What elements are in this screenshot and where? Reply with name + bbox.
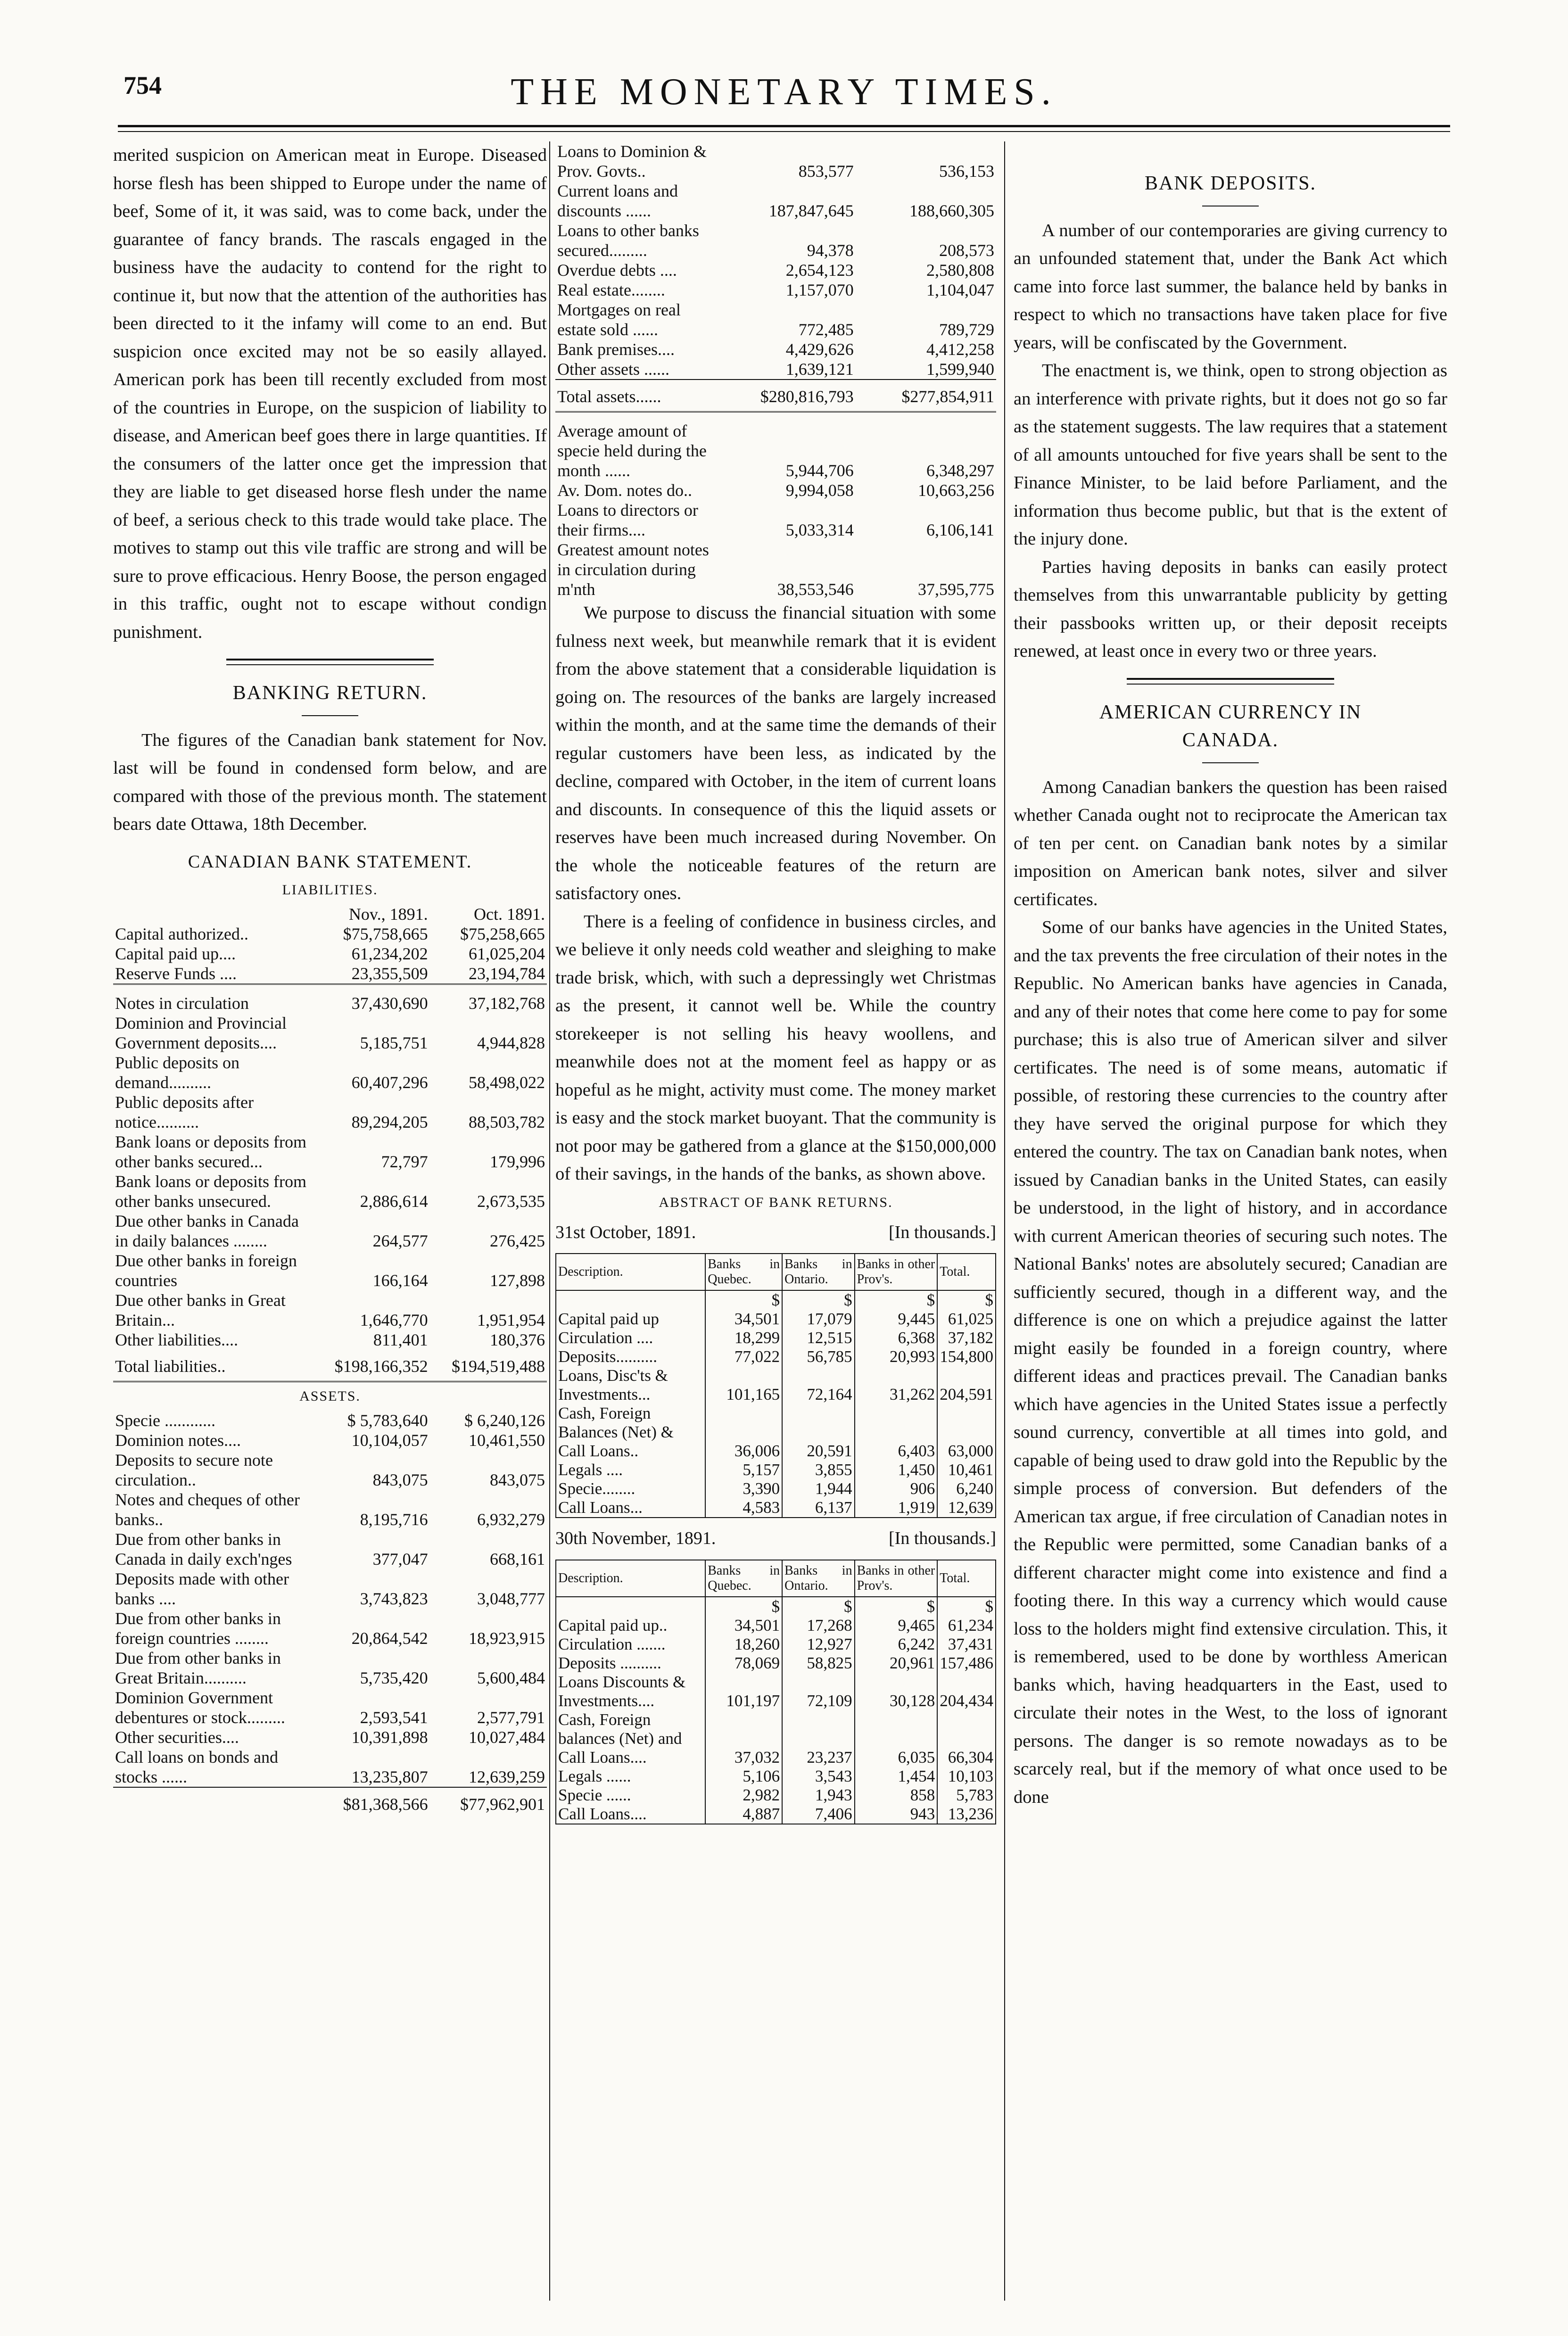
table-row: Overdue debts .... 2,654,123 2,580,808 bbox=[557, 261, 994, 280]
deposits-paragraph: The enactment is, we think, open to strong objection as an interference with private rights, but it does not go so far as the statement suggests. The law requires that a statement of all amounts untouched for five years shall be sent to the Finance Minister, to be laid before Parliament, and the information thus become public, but that is the extent of the injury done. bbox=[1014, 361, 1447, 549]
table-row: Real estate........ 1,157,070 1,104,047 bbox=[557, 281, 994, 299]
table-row: Dominion and Provincial Government deposits.... 5,185,751 4,944,828 bbox=[115, 1014, 545, 1052]
table-row: Call Loans... 4,583 6,137 1,919 12,639 bbox=[556, 1498, 996, 1518]
table-row: Dominion Government debentures or stock......... 2,593,541 2,577,791 bbox=[115, 1688, 545, 1727]
table-row: Other securities.... 10,391,898 10,027,484 bbox=[115, 1728, 545, 1747]
currency-heading-line2: CANADA. bbox=[1182, 729, 1279, 751]
table-row: Due from other banks in foreign countries ........ 20,864,542 18,923,915 bbox=[115, 1609, 545, 1648]
table-row: Capital paid up.... 61,234,202 61,025,204 bbox=[115, 944, 545, 963]
abstract-oct-unit: [In thousands.] bbox=[889, 1222, 996, 1242]
table-row: Loans to Dominion & Prov. Govts.. 853,577 536,153 bbox=[557, 142, 994, 181]
abstract-nov-title bbox=[555, 1525, 996, 1553]
table-row: Deposits to secure note circulation.. 843,075 843,075 bbox=[115, 1451, 545, 1489]
table-row: Legals .... 5,157 3,855 1,450 10,461 bbox=[556, 1461, 996, 1479]
abstract-oct-title bbox=[555, 1219, 996, 1247]
column-3 bbox=[1014, 141, 1447, 1811]
liabilities-table bbox=[113, 904, 547, 1382]
assets-continued-table bbox=[555, 141, 996, 599]
banking-return-text: The figures of the Canadian bank statement for Nov. last will be found in condensed form below, and are compared with those of the previous month. The statement bears date Ottawa, 18th December. bbox=[113, 730, 547, 834]
deposits-paragraph: Parties having deposits in banks can easily protect themselves from this unwarrantable publicity by getting their passbooks written up, or their deposit receipts renewed, at least once in every two or three years. bbox=[1014, 557, 1447, 661]
discussion-paragraph: We purpose to discuss the financial situation with some fulness next week, but meanwhile remark that it is evident from the above statement that a considerable liquidation is going on. The resources of the banks are largely increased within the month, and at the same time the demands of their regular customers have been less, as indicated by the decline, compared with October, in the item of current loans and discounts. In consequence of this the liquid assets or reserves have been much increased during November. On the whole the noticeable features of the return are satisfactory ones. bbox=[555, 603, 996, 903]
abstract-heading: ABSTRACT OF BANK RETURNS. bbox=[659, 1194, 893, 1210]
table-row: Loans Discounts & Investments.... 101,197 72,109 30,128 204,434 bbox=[556, 1673, 996, 1710]
abstract-nov-unit: [In thousands.] bbox=[889, 1528, 996, 1548]
table-row: Due other banks in foreign countries 166,164 127,898 bbox=[115, 1251, 545, 1290]
currency-paragraph: Some of our banks have agencies in the United States, and the tax prevents the free circulation of their notes in the Republic. No American banks have agencies in Canada, and any of their notes that come here come to pay for some purchase; this is also true of American silver and silver certificates. The need is of some means, automatic if possible, of restoring these currencies to the country after they have served the original purpose for which they entered the country. The tax on Canadian bank notes, when issued by Canadian banks in the United States, can easily be understood, in the light of history, and in accordance with current American theories of securing such notes. The National Banks' notes are absolutely secured; Canadian are sufficiently secured, though in a different way, and the difference is one on which a prejudice against the latter might easily be founded in a foreign country, where different ideas and practices prevail. The Canadian banks which have agencies in the United States issue a perfectly sound currency, convertible at all times into gold, and capable of being used to draw gold into the Republic by the simple process of conversion. But defenders of the American tax argue, if free circulation of Canadian notes in the Republic were permitted, some Canadian banks of a different character might come into existence and find a footing there. In this way a currency which would cause loss to the holders might find extensive circulation. This, it is remembered, used to be done by worthless American banks which, having headquarters in the East, used to circulate their notes in the West, to the loss of ignorant persons. The danger is so remote nowadays as to be scarcely real, but if the memory of what once used to be done bbox=[1014, 917, 1447, 1807]
liabilities-heading: LIABILITIES. bbox=[282, 882, 378, 898]
table-row: Dominion notes.... 10,104,057 10,461,550 bbox=[115, 1431, 545, 1450]
table-row: Average amount of specie held during the month ...... 5,944,706 6,348,297 bbox=[557, 421, 994, 480]
table-row: Loans, Disc'ts & Investments... 101,165 72,164 31,262 204,591 bbox=[556, 1366, 996, 1404]
abstract-oct-table: Description. Banks in Quebec. Banks in Ontario. Banks in other Prov's. Total. $ $ $ $ Capital paid up 34,501 17,079 9,445 61,025 Circulation .... 18,299 12,515 6,368 37,182 Deposits.......... 77,022 56,785 20,993 154,800 Loans, Disc'ts & Investments... 101,165 72,164 31,262 204,591 Cash, Foreign Balances (Net) & Call Loans.. 36,006 20,591 6,403 63,000 Legals .... 5,157 3,855 1,450 10,461 Specie........ 3,390 1,944 906 6,240 Call Loans... 4,583 6,137 1,919 12,639 bbox=[555, 1253, 996, 1518]
table-row: Call Loans.... 4,887 7,406 943 13,236 bbox=[556, 1805, 996, 1824]
banking-return-heading: BANKING RETURN. bbox=[232, 682, 428, 704]
table-row: Cash, Foreign Balances (Net) & Call Loans.. 36,006 20,591 6,403 63,000 bbox=[556, 1404, 996, 1461]
table-row: Bank loans or deposits from other banks unsecured. 2,886,614 2,673,535 bbox=[115, 1172, 545, 1211]
masthead-rule-thin bbox=[118, 131, 1450, 132]
column-header-nov: Nov., 1891. bbox=[348, 905, 428, 924]
column-1 bbox=[113, 141, 547, 1819]
bank-statement-heading: CANADIAN BANK STATEMENT. bbox=[188, 851, 472, 872]
table-row: Legals ...... 5,106 3,543 1,454 10,103 bbox=[556, 1767, 996, 1786]
table-row: Current loans and discounts ...... 187,847,645 188,660,305 bbox=[557, 182, 994, 220]
table-row: Notes in circulation 37,430,690 37,182,768 bbox=[115, 994, 545, 1013]
table-row: Circulation ....... 18,260 12,927 6,242 37,431 bbox=[556, 1635, 996, 1654]
section-rule bbox=[1127, 678, 1334, 685]
currency-heading: AMERICAN CURRENCY IN bbox=[1099, 701, 1362, 723]
table-row: Due from other banks in Canada in daily exch'nges 377,047 668,161 bbox=[115, 1530, 545, 1568]
table-row: Cash, Foreign balances (Net) and Call Loans.... 37,032 23,237 6,035 66,304 bbox=[556, 1710, 996, 1767]
column-divider bbox=[1004, 141, 1005, 2301]
article-meat-continued: merited suspicion on American meat in Europe. Diseased horse flesh has been shipped to Europe under the name of beef, Some of it, it was said, was to come back, under the guarantee of fancy brands. The rascals engaged in the business have the audacity to contend for the right to continue it, but now that the attention of the authorities has been directed to it the infamy will come to an end. But suspicion once excited may not be so easily allayed. American pork has been till recently excluded from most of the countries in Europe, on the suspicion of liability to disease, and American beef goes there in large quantities. If the consumers of the latter once get the impression that they are liable to get diseased horse flesh under the name of beef, a serious check to this trade would take place. The motives to stamp out this vile traffic are strong and will be sure to prove efficacious. Henry Boose, the person engaged in this traffic, ought not to escape without condign punishment. bbox=[113, 145, 547, 642]
table-row: Public deposits on demand.......... 60,407,296 58,498,022 bbox=[115, 1053, 545, 1092]
table-row: Deposits made with other banks .... 3,743,823 3,048,777 bbox=[115, 1569, 545, 1608]
table-row: $ $ $ $ bbox=[556, 1597, 996, 1616]
assets-heading: ASSETS. bbox=[299, 1388, 361, 1404]
subtotal-row: $81,368,566 $77,962,901 bbox=[113, 1787, 547, 1819]
table-row: Capital paid up 34,501 17,079 9,445 61,025 bbox=[556, 1310, 996, 1329]
table-row: Due other banks in Canada in daily balances ........ 264,577 276,425 bbox=[115, 1212, 545, 1250]
currency-paragraph: Among Canadian bankers the question has been raised whether Canada ought not to reciprocate the American tax of ten per cent. on Canadian bank notes by a similar imposition on American bank notes, silver and silver certificates. bbox=[1014, 777, 1447, 909]
table-row: Specie........ 3,390 1,944 906 6,240 bbox=[556, 1479, 996, 1498]
table-row: Due from other banks in Great Britain.......... 5,735,420 5,600,484 bbox=[115, 1649, 545, 1687]
section-rule bbox=[226, 659, 434, 665]
table-row: Reserve Funds .... 23,355,509 23,194,784 bbox=[113, 964, 547, 984]
abstract-oct-date: 31st October, 1891. bbox=[555, 1222, 696, 1242]
table-row: Call loans on bonds and stocks ...... 13,235,807 12,639,259 bbox=[115, 1748, 545, 1786]
column-divider bbox=[549, 141, 550, 2301]
table-row: Due other banks in Great Britain... 1,646,770 1,951,954 bbox=[115, 1291, 545, 1329]
table-row: Other liabilities.... 811,401 180,376 bbox=[115, 1330, 545, 1349]
total-row: Total assets...... $280,816,793 $277,854,911 bbox=[555, 380, 996, 412]
table-row: Other assets ...... 1,639,121 1,599,940 bbox=[555, 359, 996, 380]
table-row: Circulation .... 18,299 12,515 6,368 37,182 bbox=[556, 1329, 996, 1347]
table-row: Deposits .......... 78,069 58,825 20,961 157,486 bbox=[556, 1654, 996, 1673]
abstract-nov-table: Description. Banks in Quebec. Banks in Ontario. Banks in other Prov's. Total. $ $ $ $ Capital paid up.. 34,501 17,268 9,465 61,234 Circulation ....... 18,260 12,927 6,242 37,431 Deposits .......... 78,069 58,825 20,961 157,486 Loans Discounts & Investments.... 101,197 72,109 30,128 204,434 Cash, Foreign balances (Net) and Call Loans.... 37,032 23,237 6,035 66,304 Legals ...... 5,106 3,543 1,454 10,103 Specie ...... 2,982 1,943 858 5,783 Call Loans.... 4,887 7,406 943 13,236 bbox=[555, 1560, 996, 1824]
table-row: Capital paid up.. 34,501 17,268 9,465 61,234 bbox=[556, 1616, 996, 1635]
column-2 bbox=[555, 141, 996, 1824]
masthead-rule bbox=[118, 125, 1450, 127]
table-row: $ $ $ $ bbox=[556, 1290, 996, 1310]
total-row: Total liabilities.. $198,166,352 $194,519,488 bbox=[113, 1350, 547, 1382]
table-row: Bank loans or deposits from other banks secured... 72,797 179,996 bbox=[115, 1132, 545, 1171]
table-row: Av. Dom. notes do.. 9,994,058 10,663,256 bbox=[557, 481, 994, 500]
table-row: Mortgages on real estate sold ...... 772,485 789,729 bbox=[557, 300, 994, 339]
table-row: Bank premises.... 4,429,626 4,412,258 bbox=[557, 340, 994, 359]
table-row: Public deposits after notice.......... 89,294,205 88,503,782 bbox=[115, 1093, 545, 1131]
masthead-title: THE MONETARY TIMES. bbox=[511, 71, 1057, 113]
assets-table bbox=[113, 1411, 547, 1819]
table-row: Specie ............ $ 5,783,640 $ 6,240,126 bbox=[115, 1411, 545, 1430]
heading-rule bbox=[1202, 762, 1259, 763]
table-row: Greatest amount notes in circulation during m'nth 38,553,546 37,595,775 bbox=[557, 540, 994, 599]
heading-rule bbox=[302, 715, 358, 716]
abstract-nov-date: 30th November, 1891. bbox=[555, 1528, 716, 1548]
bank-deposits-heading: BANK DEPOSITS. bbox=[1144, 173, 1317, 194]
discussion-paragraph: There is a feeling of confidence in business circles, and we believe it only needs cold weather and sleighing to make trade brisk, which, with such a depressingly wet Christmas as the present, it cannot well be. While the country storekeeper is not selling his heavy woollens, and meanwhile does not at the moment feel as happy or as hopeful as he might, activity must come. The money market is easy and the stock market buoyant. That the community is not poor may be gathered from a glance at the $150,000,000 of their savings, in the hands of the banks, as shown above. bbox=[555, 911, 996, 1184]
table-row: Deposits.......... 77,022 56,785 20,993 154,800 bbox=[556, 1347, 996, 1366]
deposits-paragraph: A number of our contemporaries are giving currency to an unfounded statement that, under the Bank Act which came into force last summer, the balance held by banks in respect to which no transactions have taken place for five years, will be confiscated by the Government. bbox=[1014, 220, 1447, 353]
table-row: Capital authorized.. $75,758,665 $75,258,665 bbox=[115, 924, 545, 943]
table-row: Loans to directors or their firms.... 5,033,314 6,106,141 bbox=[557, 501, 994, 539]
table-row: Specie ...... 2,982 1,943 858 5,783 bbox=[556, 1786, 996, 1805]
column-header-oct: Oct. 1891. bbox=[474, 905, 545, 924]
table-row: Notes and cheques of other banks.. 8,195,716 6,932,279 bbox=[115, 1490, 545, 1529]
table-row: Loans to other banks secured......... 94,378 208,573 bbox=[557, 221, 994, 260]
page-number: 754 bbox=[124, 71, 162, 99]
